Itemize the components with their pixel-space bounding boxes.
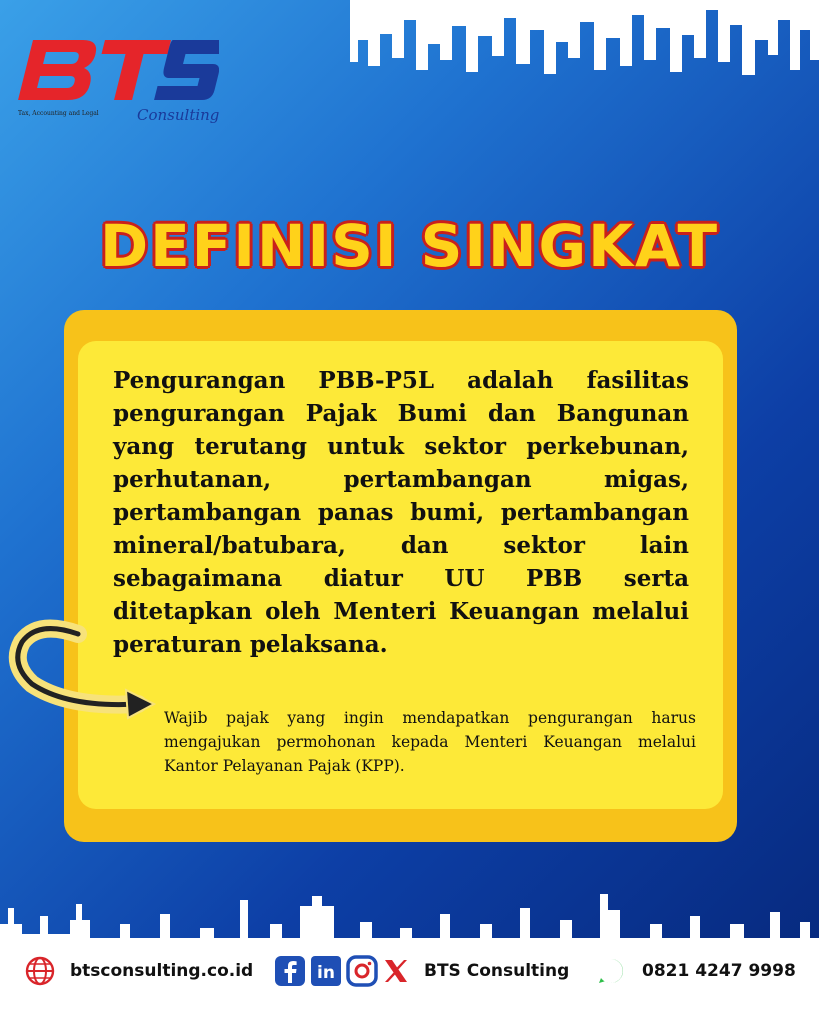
note-text: Wajib pajak yang ingin mendapatkan pengurangan harus mengajukan permohonan kepada Menteri Keuangan melalui Kantor Pelayanan Pajak (KPP). <box>164 709 696 775</box>
svg-text:in: in <box>317 963 335 983</box>
phone-text: 0821 4247 9998 <box>642 961 796 981</box>
whatsapp-icon <box>596 956 626 986</box>
bts-logo <box>14 36 219 131</box>
linkedin-icon[interactable] <box>310 955 342 987</box>
phone-contact[interactable] <box>596 948 796 994</box>
x-icon[interactable] <box>382 957 410 985</box>
social-name-text: BTS Consulting <box>424 961 570 981</box>
logo-tagline: Tax, Accounting and Legal <box>18 110 99 117</box>
curved-arrow-icon <box>8 612 168 732</box>
logo-consulting-text: Consulting <box>137 106 220 124</box>
instagram-icon[interactable] <box>346 955 378 987</box>
facebook-icon[interactable] <box>274 955 306 987</box>
bts-logo-mark <box>14 36 219 106</box>
website-text: btsconsulting.co.id <box>70 961 254 981</box>
social-icons <box>274 948 569 994</box>
page-title: DEFINISI SINGKAT <box>99 212 720 280</box>
website-link[interactable] <box>24 948 253 994</box>
globe-icon <box>24 955 56 987</box>
definition-text: Pengurangan PBB-P5L adalah fasilitas pengurangan Pajak Bumi dan Bangunan yang terutang untuk sektor perkebunan, perhutanan, pertambangan migas, pertambangan panas bumi, pertambangan mineral/batubara, dan sektor lain sebagaimana diatur UU PBB serta ditetapkan oleh Menteri Keuangan melalui peraturan pelaksana. <box>113 367 689 658</box>
